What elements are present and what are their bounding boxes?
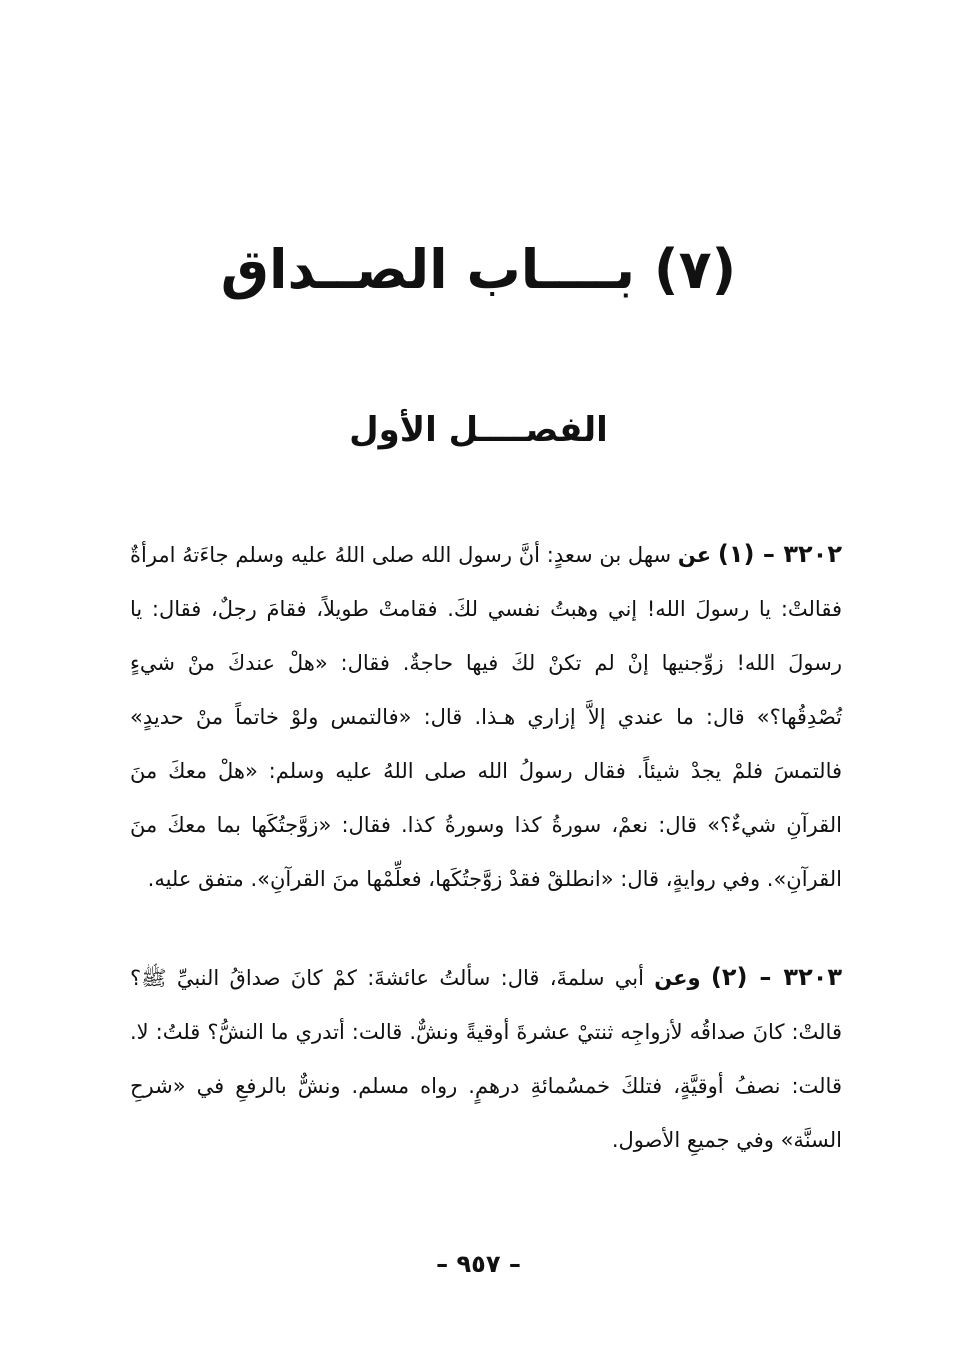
hadith-paragraph <box>130 950 842 1167</box>
hadith-text: أبي سلمةَ، قال: سألتُ عائشةَ: كمْ كانَ صداقُ النبيِّ ﷺ؟ قالتْ: كانَ صداقُه لأزواجِه ثنتيْ عشرةَ أوقيةً ونشٌّ. قالت: أتدري ما النشُّ؟ قلتُ: لا. قالت: نصفُ أوقيَّةٍ، فتلكَ خمسُمائةِ درهمٍ. رواه مسلم. ونشٌّ بالرفعِ في «شرحِ السنَّة» وفي جميعِ الأصول. <box>130 966 842 1152</box>
page-number: – ٩٥٧ – <box>436 1250 521 1278</box>
hadith-intro: وعن <box>654 966 701 990</box>
chapter-title: (٧) بــــاب الصــداق <box>220 238 737 301</box>
hadith-text: سهل بن سعدٍ: أنَّ رسول الله صلى اللهُ عليه وسلم جاءَتهُ امرأةٌ فقالتْ: يا رسولَ الله! إني وهبتُ نفسي لكَ. فقامتْ طويلاً، فقامَ رجلٌ، فقال: يا رسولَ الله! زوِّجنيها إنْ لم تكنْ لكَ فيها حاجةٌ. فقال: «هلْ عندكَ منْ شيءٍ تُصْدِقُها؟» قال: ما عندي إلاَّ إزاري هـذا. قال: «فالتمس ولوْ خاتماً منْ حديدٍ» فالتمسَ فلمْ يجدْ شيئاً. فقال رسولُ الله صلى اللهُ عليه وسلم: «هلْ معكَ منَ القرآنِ شيءٌ؟» قال: نعمْ، سورةُ كذا وسورةُ كذا. فقال: «زوَّجتُكَها بما معكَ منَ القرآنِ». وفي روايةٍ، قال: «انطلقْ فقدْ زوَّجتُكَها، فعلِّمْها منَ القرآنِ». متفق عليه. <box>130 543 842 891</box>
hadith-paragraph <box>130 527 842 906</box>
hadith-intro: عن <box>677 543 712 567</box>
hadith-number: ٣٢٠٣ – (٢) <box>710 963 843 991</box>
hadith-number: ٣٢٠٢ – (١) <box>717 540 842 568</box>
section-title: الفصــــل الأول <box>349 410 608 450</box>
